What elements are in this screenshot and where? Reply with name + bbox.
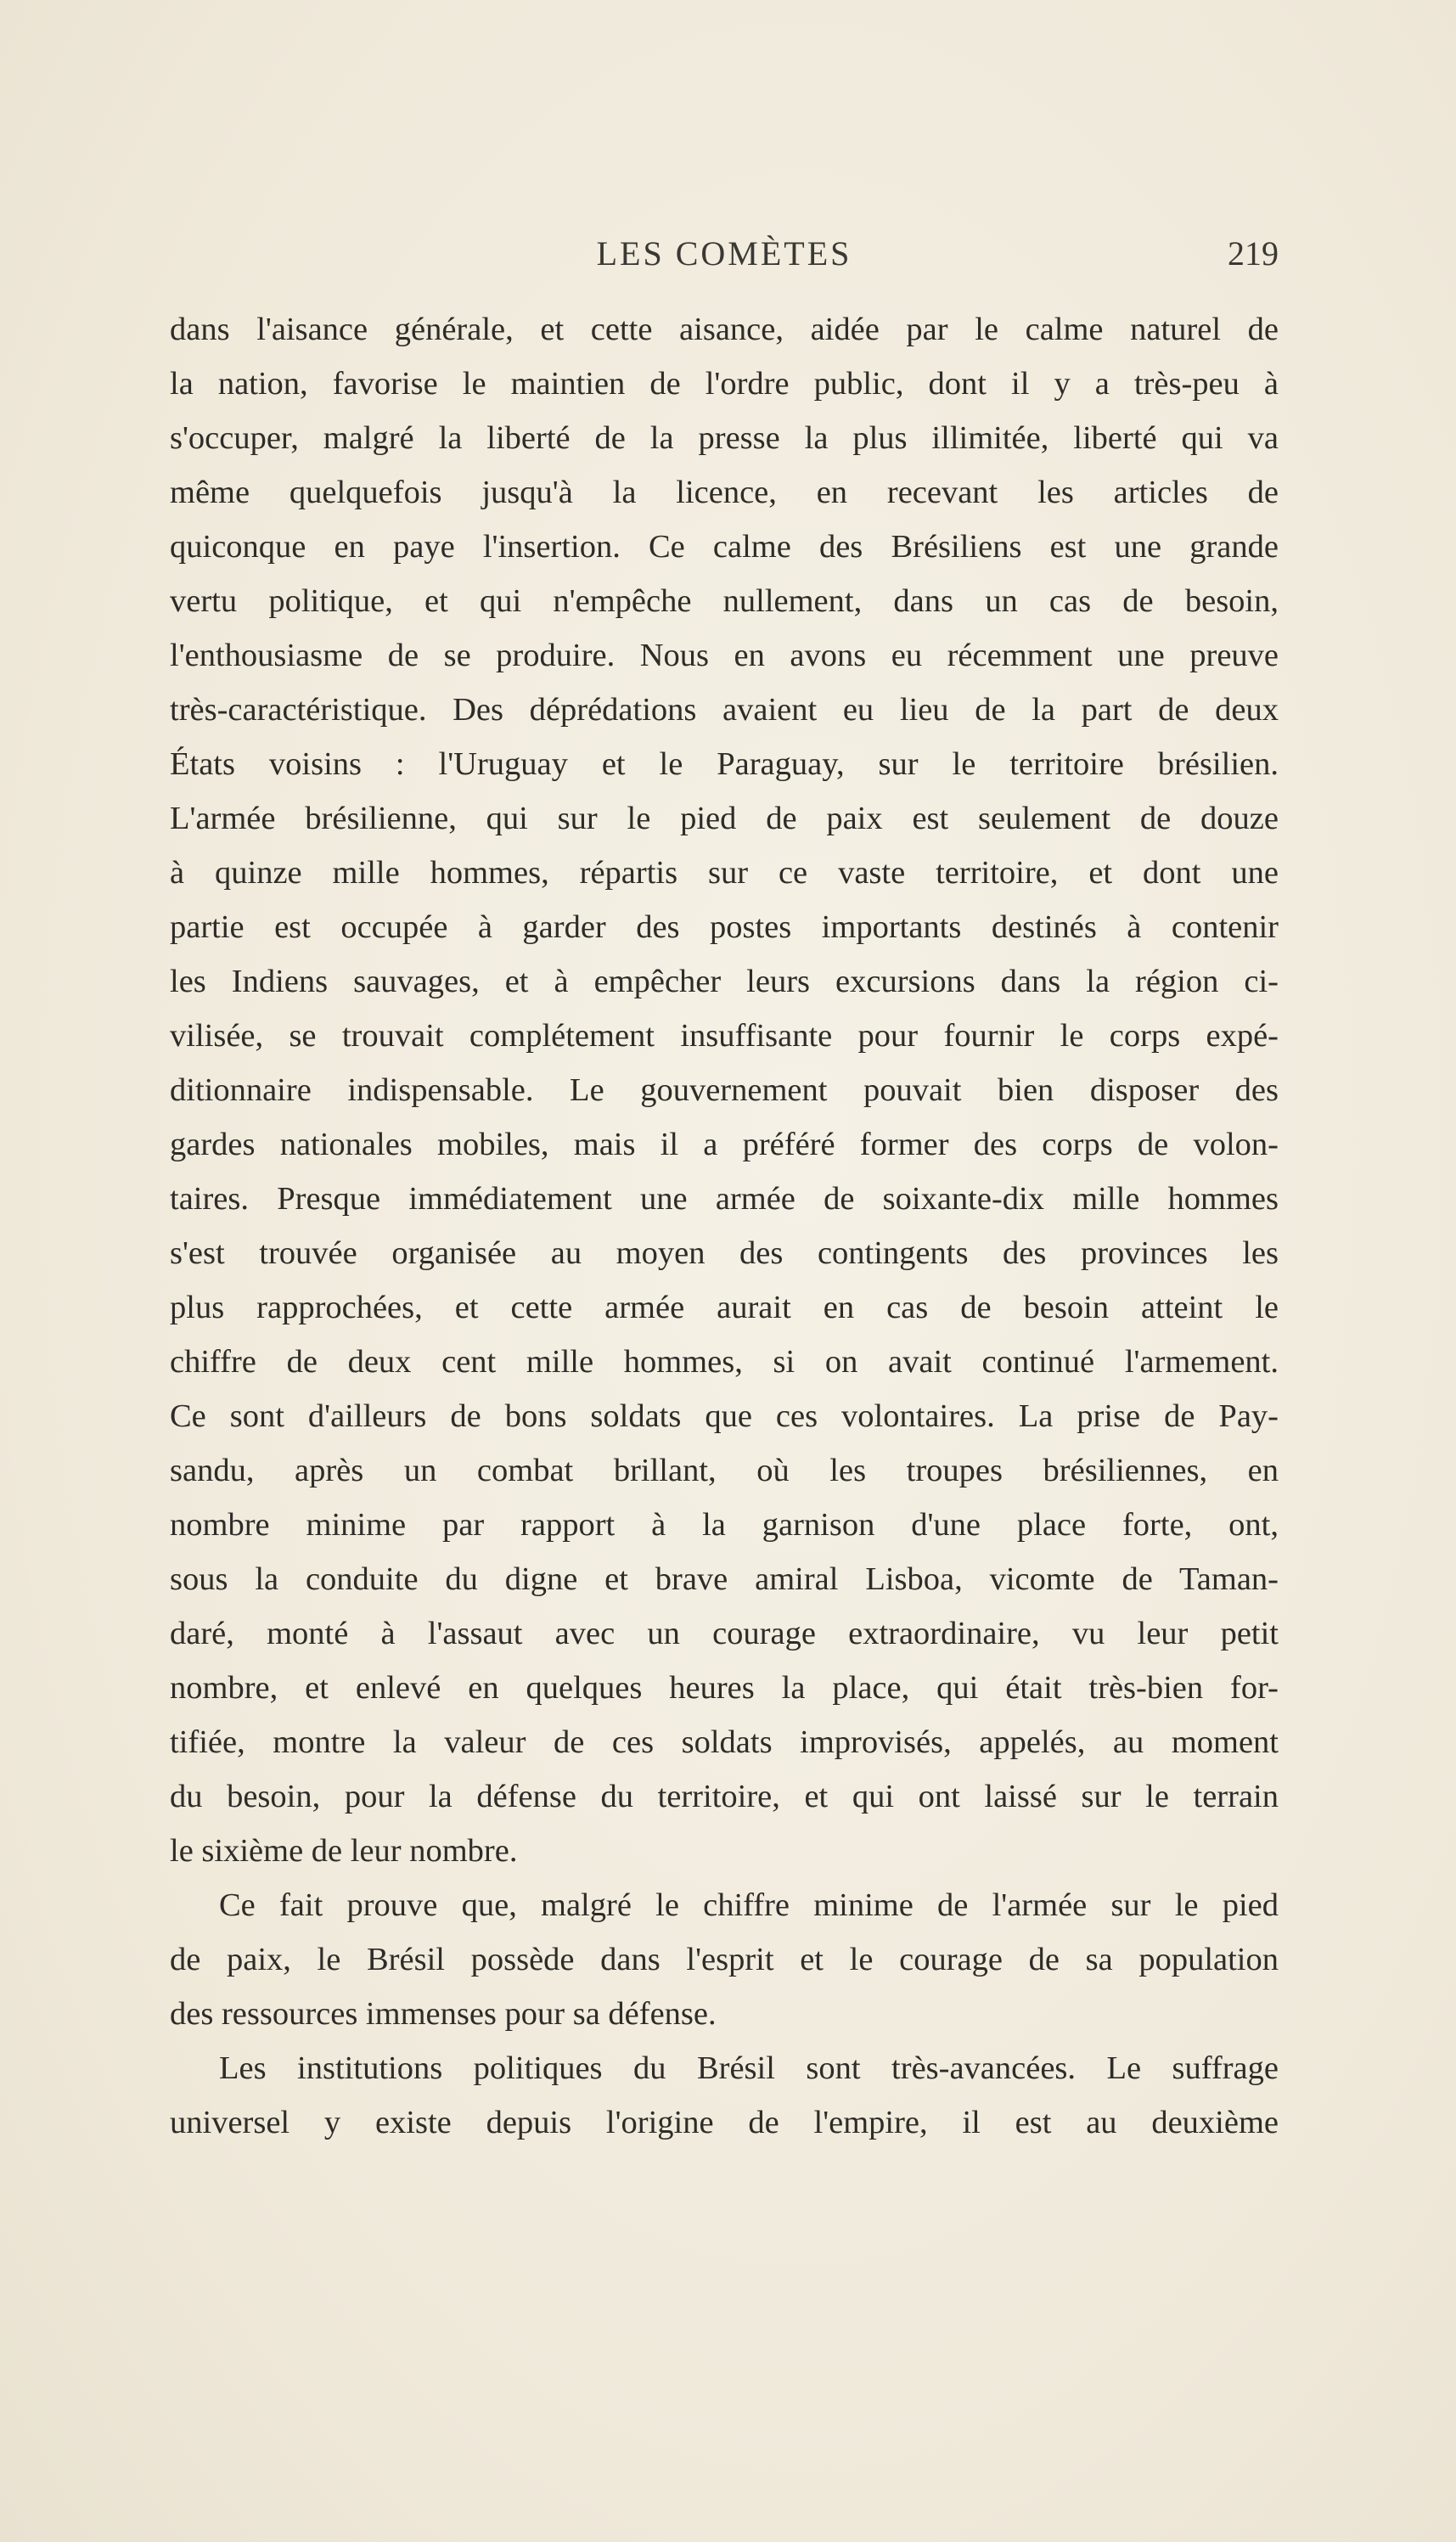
text-line: même quelquefois jusqu'à la licence, en recevant les articles de bbox=[170, 475, 1279, 510]
text-line: très-caractéristique. Des déprédations avaient eu lieu de la part de deux bbox=[170, 692, 1279, 728]
text-line: les Indiens sauvages, et à empêcher leurs excursions dans la région ci- bbox=[170, 964, 1279, 999]
text-line: à quinze mille hommes, répartis sur ce vaste territoire, et dont une bbox=[170, 855, 1279, 891]
text-line: l'enthousiasme de se produire. Nous en avons eu récemment une preuve bbox=[170, 638, 1279, 673]
paragraph-end-line: le sixième de leur nombre. bbox=[170, 1833, 518, 1869]
text-line: tifiée, montre la valeur de ces soldats improvisés, appelés, au moment bbox=[170, 1724, 1279, 1760]
text-line: vilisée, se trouvait complétement insuffisante pour fournir le corps expé- bbox=[170, 1018, 1279, 1054]
text-line: gardes nationales mobiles, mais il a préféré former des corps de volon- bbox=[170, 1127, 1279, 1162]
text-line: quiconque en paye l'insertion. Ce calme des Brésiliens est une grande bbox=[170, 529, 1279, 565]
text-line: nombre, et enlevé en quelques heures la place, qui était très-bien for- bbox=[170, 1670, 1279, 1706]
text-line: du besoin, pour la défense du territoire, et qui ont laissé sur le terrain bbox=[170, 1779, 1279, 1814]
text-line: daré, monté à l'assaut avec un courage extraordinaire, vu leur petit bbox=[170, 1616, 1279, 1651]
text-line: chiffre de deux cent mille hommes, si on avait continué l'armement. bbox=[170, 1344, 1279, 1380]
text-line: Ce sont d'ailleurs de bons soldats que ces volontaires. La prise de Pay- bbox=[170, 1398, 1279, 1434]
paragraph-end-line: des ressources immenses pour sa défense. bbox=[170, 1996, 717, 2032]
page-number: 219 bbox=[1228, 234, 1279, 273]
text-line: dans l'aisance générale, et cette aisance, aidée par le calme naturel de bbox=[170, 312, 1279, 347]
paragraph-start-line: Ce fait prouve que, malgré le chiffre minime de l'armée sur le pied bbox=[219, 1887, 1279, 1923]
text-line: universel y existe depuis l'origine de l'empire, il est au deuxième bbox=[170, 2105, 1279, 2140]
text-line: la nation, favorise le maintien de l'ordre public, dont il y a très-peu à bbox=[170, 366, 1279, 402]
text-line: L'armée brésilienne, qui sur le pied de paix est seulement de douze bbox=[170, 801, 1279, 836]
page-header bbox=[170, 233, 1279, 284]
body-text bbox=[170, 302, 1279, 2150]
running-title: LES COMÈTES bbox=[596, 234, 852, 273]
text-line: vertu politique, et qui n'empêche nullement, dans un cas de besoin, bbox=[170, 583, 1279, 619]
text-line: plus rapprochées, et cette armée aurait en cas de besoin atteint le bbox=[170, 1290, 1279, 1325]
text-line: sandu, après un combat brillant, où les troupes brésiliennes, en bbox=[170, 1453, 1279, 1488]
text-line: sous la conduite du digne et brave amiral Lisboa, vicomte de Taman- bbox=[170, 1561, 1279, 1597]
text-line: de paix, le Brésil possède dans l'esprit et le courage de sa population bbox=[170, 1942, 1279, 1977]
text-line: nombre minime par rapport à la garnison d'une place forte, ont, bbox=[170, 1507, 1279, 1543]
text-line: ditionnaire indispensable. Le gouvernement pouvait bien disposer des bbox=[170, 1072, 1279, 1108]
text-line: États voisins : l'Uruguay et le Paraguay, sur le territoire brésilien. bbox=[170, 746, 1279, 782]
text-line: s'est trouvée organisée au moyen des contingents des provinces les bbox=[170, 1235, 1279, 1271]
paragraph-start-line: Les institutions politiques du Brésil sont très-avancées. Le suffrage bbox=[219, 2050, 1279, 2086]
text-line: taires. Presque immédiatement une armée de soixante-dix mille hommes bbox=[170, 1181, 1279, 1217]
text-line: partie est occupée à garder des postes importants destinés à contenir bbox=[170, 909, 1279, 945]
text-line: s'occuper, malgré la liberté de la presse la plus illimitée, liberté qui va bbox=[170, 420, 1279, 456]
